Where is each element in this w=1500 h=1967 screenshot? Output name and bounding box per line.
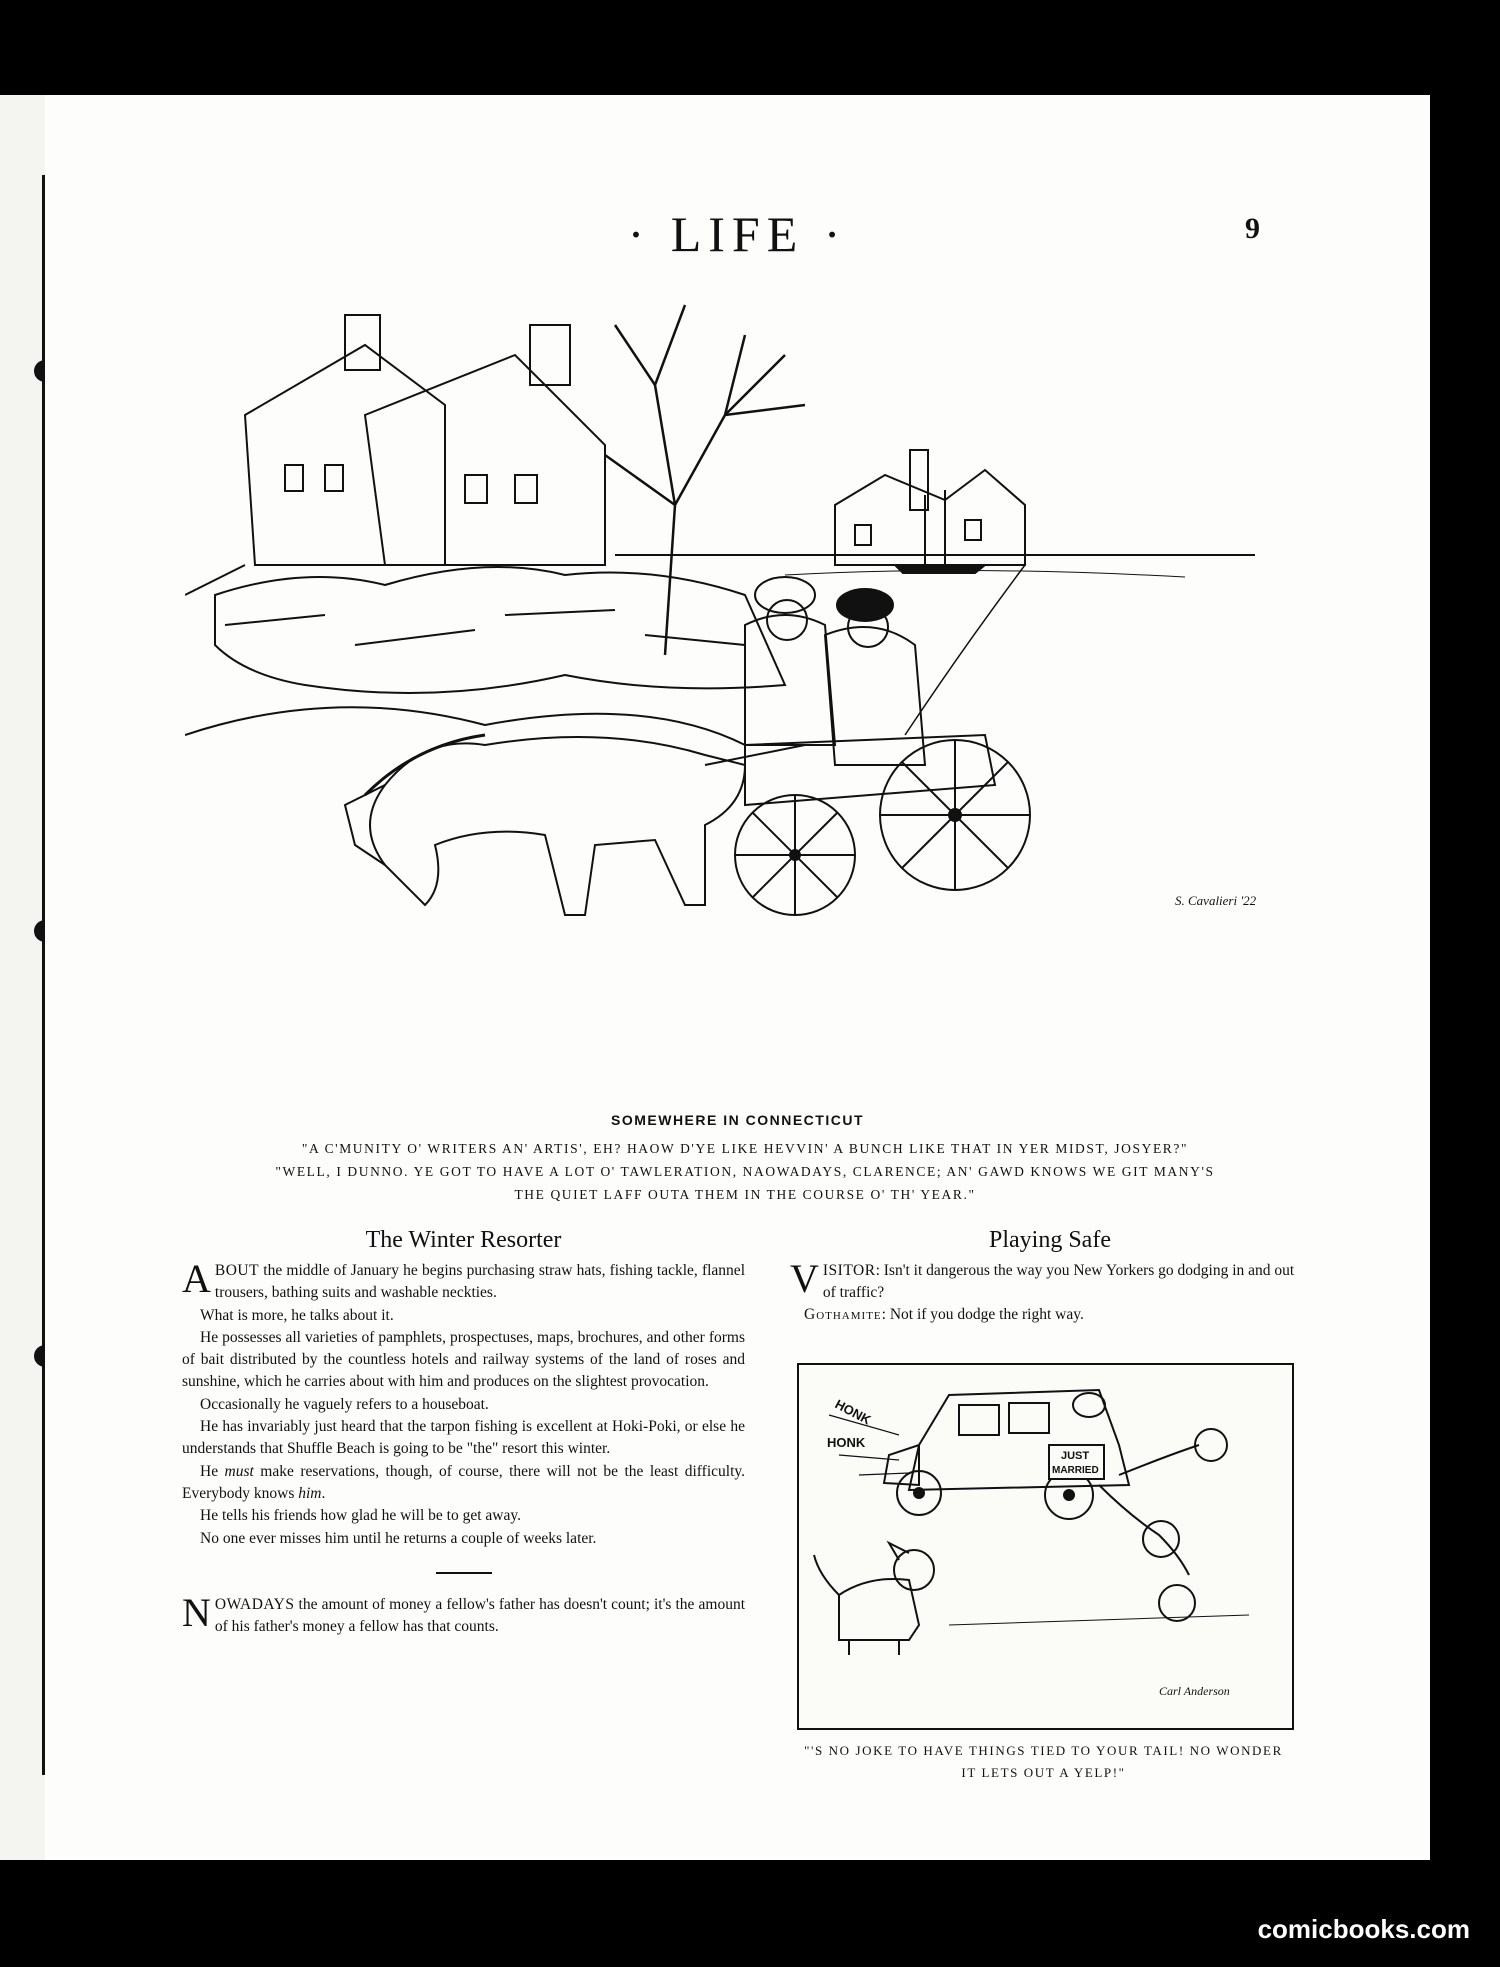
bare-tree-drawing (605, 305, 805, 655)
illustration-caption (185, 1137, 1305, 1206)
dog-car-cartoon (797, 1363, 1294, 1730)
drop-cap: A (182, 1256, 211, 1301)
tin-cans-drawing (1099, 1429, 1227, 1621)
illustration-signature: S. Cavalieri '22 (1175, 893, 1257, 908)
buggy-drawing (735, 735, 1030, 915)
masthead-title: · LIFE · (627, 206, 848, 262)
emphasis-text: must (224, 1462, 254, 1480)
page-number: 9 (1245, 212, 1260, 245)
lead-word: BOUT (214, 1262, 260, 1279)
sign-text: MARRIED (1052, 1465, 1099, 1476)
cartoon-caption: "'S NO JOKE TO HAVE THINGS TIED TO YOUR TAIL! NO WONDER IT LETS OUT A YELP!" (804, 1743, 1283, 1780)
dialogue-text: : Not if you dodge the right way. (881, 1306, 1084, 1323)
illustration-title: SOMEWHERE IN CONNECTICUT (611, 1112, 864, 1128)
water-lines (785, 570, 1185, 577)
houses-left-drawing (185, 315, 605, 595)
main-illustration (185, 265, 1305, 1105)
playing-safe-article (790, 1227, 1310, 1326)
article-paragraph (182, 1461, 745, 1506)
watermark: comicbooks.com (1257, 1914, 1470, 1944)
speaker-label: ISITOR (822, 1262, 876, 1279)
article-paragraph: No one ever misses him until he returns a couple of weeks later. (200, 1529, 597, 1547)
speaker-label: Gothamite (804, 1306, 882, 1323)
caption-line: "WELL, I DUNNO. YE GOT TO HAVE A LOT O' TAWLERATION, NAOWADAYS, CLARENCE; AN' GAWD KNOWS WE GIT MANY'S (275, 1164, 1215, 1179)
horse-drawing (345, 735, 805, 915)
drop-cap: V (790, 1256, 819, 1301)
emphasis-text: him (298, 1484, 322, 1502)
dialogue-visitor (790, 1256, 1310, 1304)
article-title: Playing Safe (989, 1227, 1111, 1253)
paragraph-text: the amount of money a fellow's father has doesn't count; it's the amount of his father's money a fellow has that counts. (214, 1595, 745, 1636)
paragraph-text: He (200, 1462, 225, 1480)
stone-wall-drawing (185, 567, 785, 745)
nowadays-paragraph (182, 1589, 745, 1639)
section-divider (436, 1572, 492, 1574)
winter-resorter-article (182, 1227, 745, 1638)
lead-word: OWADAYS (214, 1595, 295, 1613)
article-paragraph: Occasionally he vaguely refers to a houseboat. (200, 1395, 489, 1413)
article-paragraph: What is more, he talks about it. (200, 1306, 394, 1324)
drop-cap: N (182, 1589, 211, 1635)
dialogue-text: : Isn't it dangerous the way you New Yorkers go dodging in and out of traffic? (822, 1262, 1295, 1301)
two-men-drawing (745, 577, 925, 765)
sign-text: JUST (1061, 1450, 1090, 1462)
article-paragraph (182, 1256, 745, 1305)
paragraph-text: make reservations, though, of course, there will not be the least difficulty. Everybody knows (182, 1462, 746, 1502)
caption-line: "A C'MUNITY O' WRITERS AN' ARTIS', EH? HAOW D'YE LIKE HEVVIN' A BUNCH LIKE THAT IN YER MIDST, JOSYER?" (301, 1141, 1189, 1156)
road-line (949, 1615, 1249, 1625)
article-paragraph: He possesses all varieties of pamphlets, prospectuses, maps, brochures, and other forms of bait distributed by the countless hotels and railway systems of the land of roses and sunshine, which he carries about with him and produces on the slightest provocation. (182, 1328, 745, 1391)
sailboat-drawing (895, 490, 985, 573)
honk-text: HONK (827, 1435, 866, 1450)
caption-line: THE QUIET LAFF OUTA THEM IN THE COURSE O' TH' YEAR." (514, 1187, 976, 1202)
cartoon-signature: Carl Anderson (1159, 1684, 1230, 1698)
car-drawing (884, 1390, 1129, 1519)
puppy-drawing (814, 1543, 934, 1655)
article-paragraph: He has invariably just heard that the tarpon fishing is excellent at Hoki-Poki, or else he understands that Shuffle Beach is going to be "the" resort this winter. (182, 1418, 745, 1458)
article-paragraph: He tells his friends how glad he will be to get away. (200, 1507, 521, 1525)
article-title: The Winter Resorter (365, 1227, 562, 1253)
paragraph-text: . (321, 1484, 326, 1502)
magazine-page (45, 95, 1430, 1860)
dialogue-gothamite (804, 1304, 1310, 1326)
paragraph-text: the middle of January he begins purchasing straw hats, fishing tackle, flannel trousers, bathing suits and washable neckties. (214, 1262, 745, 1302)
honk-text: HONK (832, 1396, 874, 1428)
